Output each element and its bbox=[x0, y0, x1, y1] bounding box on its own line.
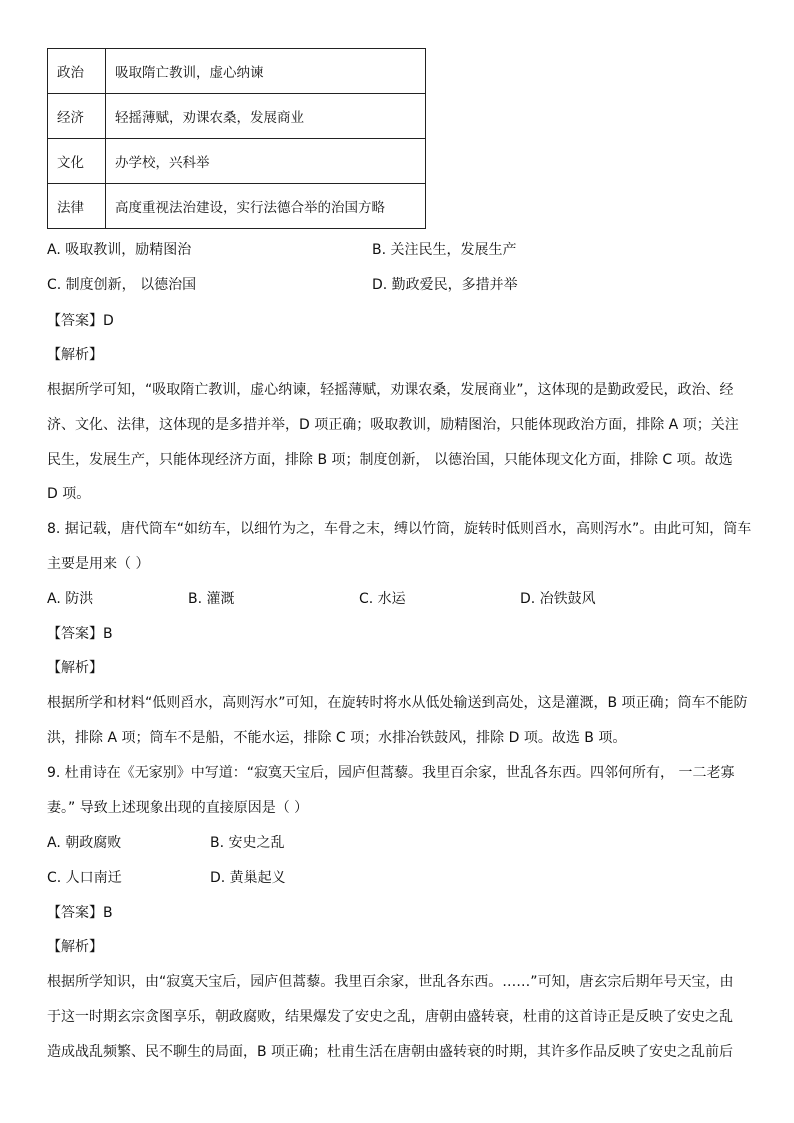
q7-analysis-line: 民生，发展生产，只能体现经济方面，排除 B 项；制度创新， 以德治国，只能体现文化方面，排除 C 项。故选 bbox=[47, 452, 733, 468]
q9-option-c: C. 人口南迁 bbox=[47, 870, 122, 886]
q7-analysis-label: 【解析】 bbox=[47, 347, 103, 363]
q9-analysis-line: 于这一时期玄宗贪图享乐，朝政腐败，结果爆发了安史之乱，唐朝由盛转衰，杜甫的这首诗正是反映了安史之乱 bbox=[47, 1009, 733, 1025]
q8-option-a: A. 防洪 bbox=[47, 591, 94, 607]
table-row bbox=[48, 139, 426, 184]
q8-option-b: B. 灌溉 bbox=[188, 591, 235, 607]
q9-option-d: D. 黄巢起义 bbox=[210, 870, 286, 886]
q9-stem-line: 妻。” 导致上述现象出现的直接原因是（ ） bbox=[47, 800, 309, 816]
q9-answer: 【答案】B bbox=[47, 905, 113, 921]
q8-stem-line: 8. 据记载，唐代筒车“如纺车，以细竹为之，车骨之末，缚以竹筒，旋转时低则舀水，高则泻水”。由此可知，筒车 bbox=[47, 521, 752, 537]
q8-stem-line: 主要是用来（ ） bbox=[47, 556, 150, 572]
table-key: 经济 bbox=[48, 94, 106, 139]
q7-answer: 【答案】D bbox=[47, 313, 114, 329]
q9-analysis-line: 根据所学知识，由“寂寞天宝后，园庐但蒿藜。我里百余家，世乱各东西。……”可知，唐玄宗后期年号天宝，由 bbox=[47, 974, 734, 990]
table-key: 政治 bbox=[48, 49, 106, 94]
q8-option-d: D. 冶铁鼓风 bbox=[520, 591, 596, 607]
q9-stem-line: 9. 杜甫诗在《无家别》中写道：“寂寞天宝后，园庐但蒿藜。我里百余家，世乱各东西。四邻何所有， 一二老寡 bbox=[47, 765, 735, 781]
q8-analysis-line: 根据所学和材料“低则舀水，高则泻水”可知，在旋转时将水从低处输送到高处，这是灌溉，B 项正确；筒车不能防 bbox=[47, 695, 748, 711]
policy-table bbox=[47, 48, 426, 229]
table-row bbox=[48, 49, 426, 94]
table-value: 高度重视法治建设，实行法德合举的治国方略 bbox=[106, 184, 426, 229]
q7-option-c: C. 制度创新， 以德治国 bbox=[47, 277, 197, 293]
table-value: 办学校，兴科举 bbox=[106, 139, 426, 184]
q7-analysis-line: D 项。 bbox=[47, 486, 91, 502]
q9-option-b: B. 安史之乱 bbox=[210, 835, 285, 851]
q7-analysis-line: 根据所学可知，“吸取隋亡教训，虚心纳谏，轻摇薄赋，劝课农桑，发展商业”，这体现的是勤政爱民，政治、经 bbox=[47, 382, 734, 398]
table-key: 文化 bbox=[48, 139, 106, 184]
q8-answer: 【答案】B bbox=[47, 626, 113, 642]
q8-analysis-line: 洪，排除 A 项；筒车不是船，不能水运，排除 C 项；水排冶铁鼓风，排除 D 项。故选 B 项。 bbox=[47, 730, 627, 746]
q9-option-a: A. 朝政腐败 bbox=[47, 835, 122, 851]
q7-analysis-line: 济、文化、法律，这体现的是多措并举，D 项正确；吸取教训，励精图治，只能体现政治方面，排除 A 项；关注 bbox=[47, 417, 739, 433]
q7-option-d: D. 勤政爱民，多措并举 bbox=[372, 277, 518, 293]
table-value: 吸取隋亡教训，虚心纳谏 bbox=[106, 49, 426, 94]
table-value: 轻摇薄赋，劝课农桑，发展商业 bbox=[106, 94, 426, 139]
q8-analysis-label: 【解析】 bbox=[47, 660, 103, 676]
q7-option-b: B. 关注民生，发展生产 bbox=[372, 242, 517, 258]
q9-analysis-label: 【解析】 bbox=[47, 939, 103, 955]
q7-option-a: A. 吸取教训，励精图治 bbox=[47, 242, 192, 258]
table-row bbox=[48, 184, 426, 229]
table-key: 法律 bbox=[48, 184, 106, 229]
table-row bbox=[48, 94, 426, 139]
q8-option-c: C. 水运 bbox=[359, 591, 406, 607]
q9-analysis-line: 造成战乱频繁、民不聊生的局面，B 项正确；杜甫生活在唐朝由盛转衰的时期，其许多作品反映了安史之乱前后 bbox=[47, 1044, 734, 1060]
